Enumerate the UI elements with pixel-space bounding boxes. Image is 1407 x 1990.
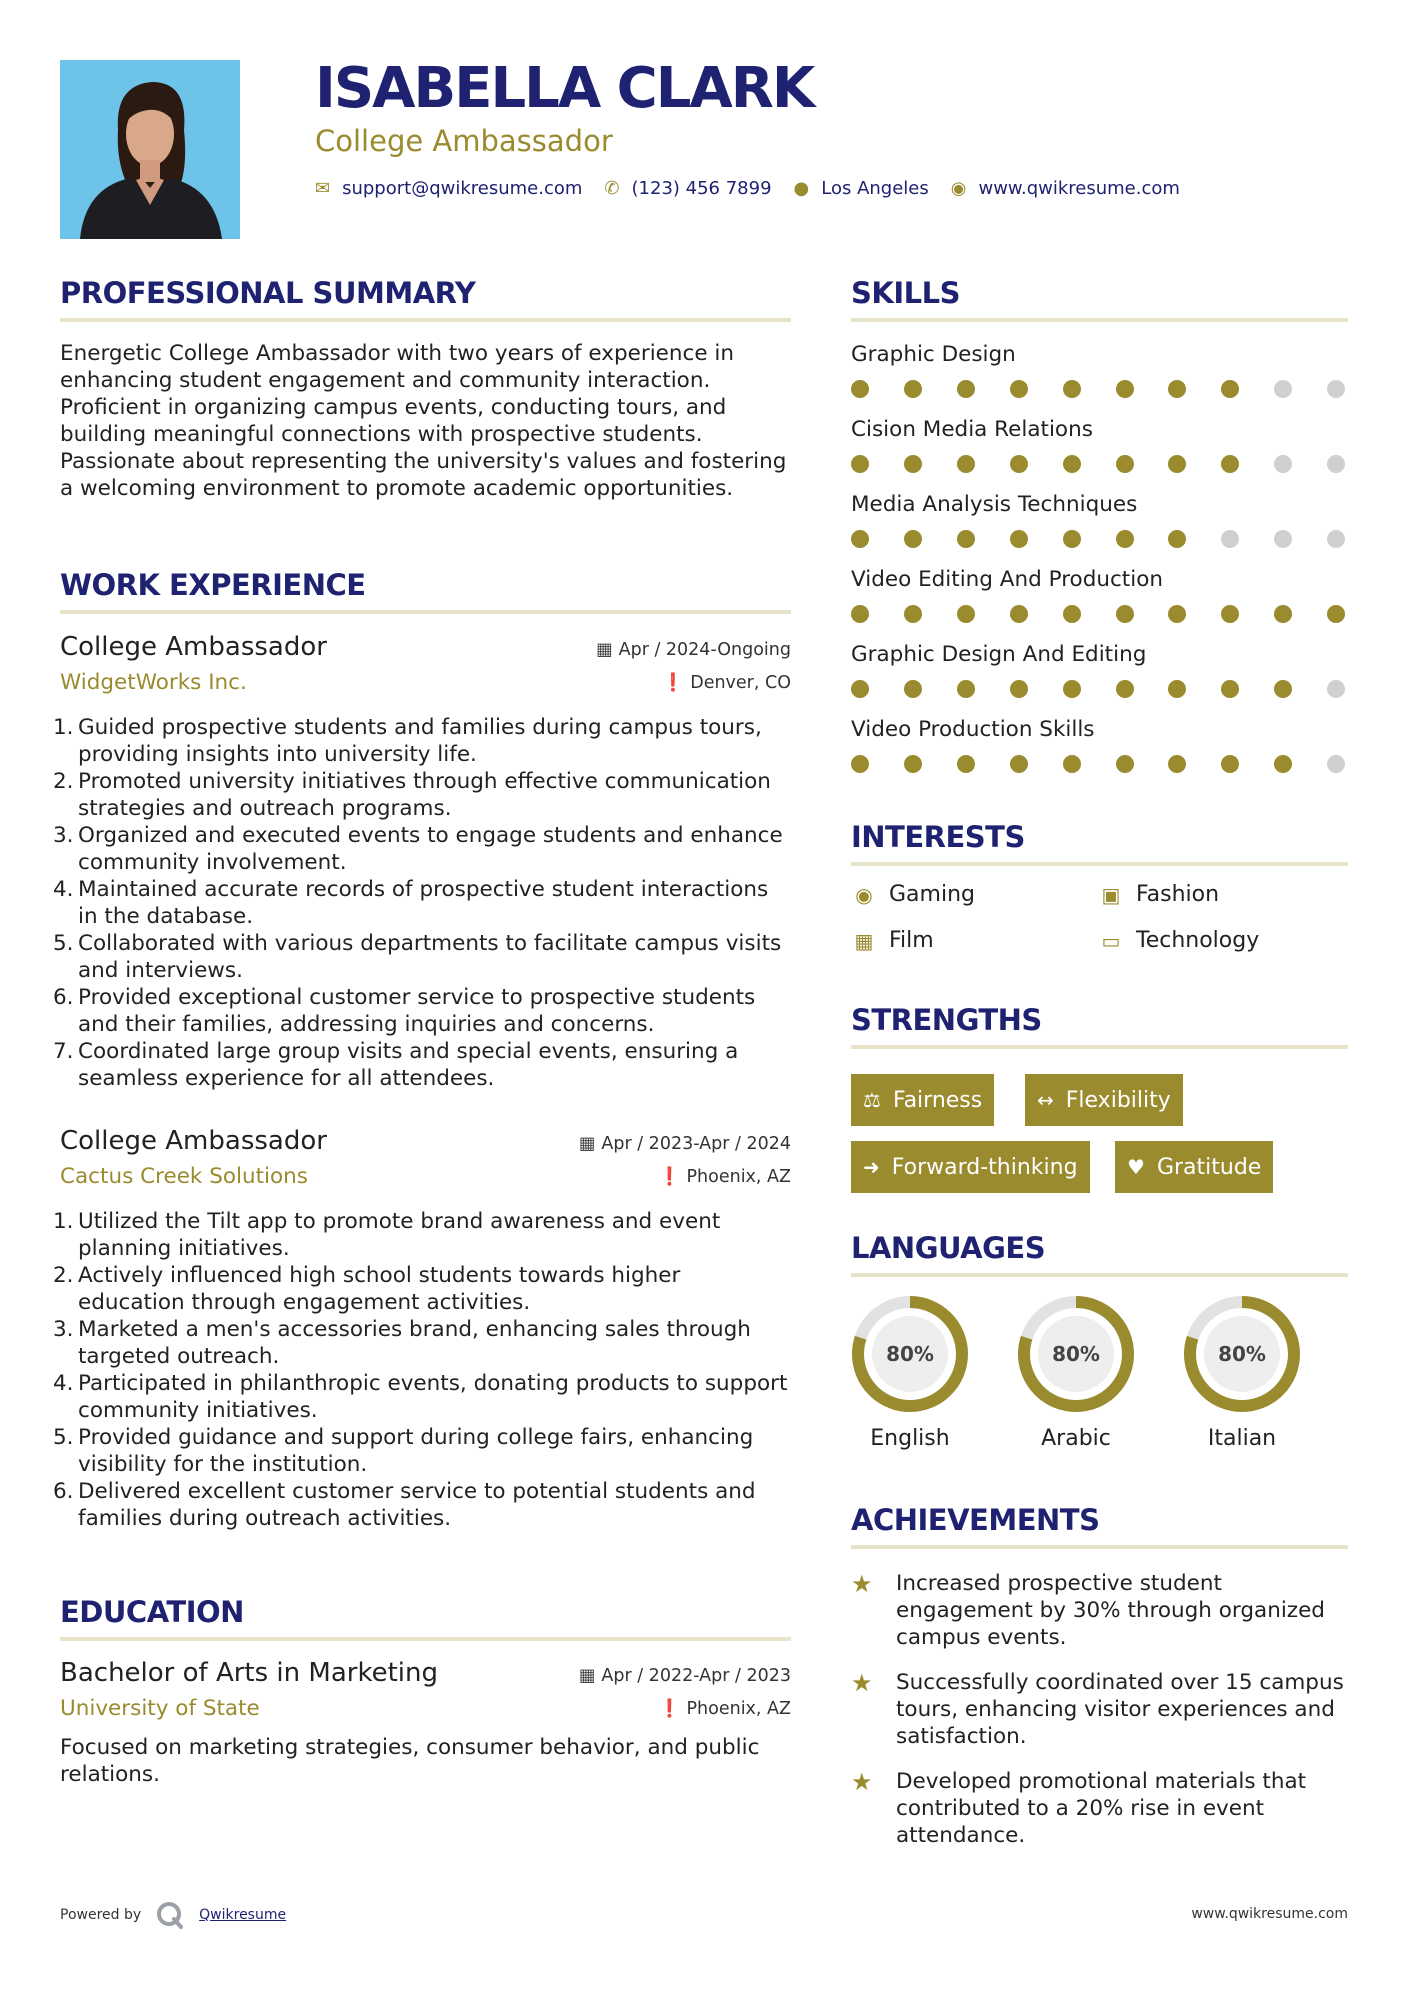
job-date-text: Apr / 2023-Apr / 2024 [601,1134,791,1154]
skill-item [851,417,1348,475]
skill-dot-filled [1116,530,1134,548]
job-location [662,673,791,693]
language-gauge [848,1292,972,1416]
skill-dot-filled [851,530,869,548]
skills-divider [851,318,1348,322]
arrow-right-icon: ➜ [863,1155,880,1179]
job-bullets [53,714,791,1092]
balance-scale-icon: ⚖ [863,1088,881,1112]
strength-chip [1115,1141,1273,1193]
skill-dot-filled [1274,605,1292,623]
brand-link[interactable]: Qwikresume [199,1907,287,1923]
list-item: 2. Actively influenced high school students towards higher education through engagement activities. [53,1263,681,1315]
globe-icon: ◉ [950,178,967,199]
interest-film [851,928,934,953]
strength-chip [851,1074,994,1126]
contact-location: Los Angeles [821,178,929,199]
candidate-role: College Ambassador [315,124,613,158]
footer-website[interactable]: www.qwikresume.com [1191,1906,1348,1922]
skill-name: Cision Media Relations [851,417,1093,442]
education-date-text: Apr / 2022-Apr / 2023 [601,1666,791,1686]
skill-dot-filled [1010,530,1028,548]
skill-item [851,717,1348,775]
shopping-bag-icon: ▣ [1101,882,1121,907]
list-item: 4. Maintained accurate records of prospective student interactions in the database. [53,877,769,929]
summary-heading: PROFESSIONAL SUMMARY [60,276,476,310]
contact-bar [315,178,1202,199]
powered-by-text: Powered by [60,1907,142,1923]
qwikresume-logo-icon [155,1900,185,1930]
strength-chip [851,1141,1090,1193]
skill-dot-filled [904,380,922,398]
list-item: 6. Provided exceptional customer service to prospective students and their families, addressing inquiries and concerns. [53,985,756,1037]
calendar-icon: ▦ [578,1134,596,1154]
skill-name: Graphic Design And Editing [851,642,1147,667]
skill-dot-filled [1063,680,1081,698]
skill-dot-filled [1168,455,1186,473]
skill-dot-filled [1063,605,1081,623]
skill-dot-filled [1168,605,1186,623]
strength-label: Forward-thinking [891,1154,1078,1180]
skill-dot-filled [1063,380,1081,398]
skill-dot-filled [1221,680,1239,698]
languages-heading: LANGUAGES [851,1231,1046,1265]
skill-rating [851,455,1348,475]
skill-name: Media Analysis Techniques [851,492,1138,517]
languages-divider [851,1273,1348,1277]
language-item [848,1292,972,1451]
list-item: 2. Promoted university initiatives through effective communication strategies and outreach programs. [53,769,771,821]
strength-label: Flexibility [1065,1087,1171,1113]
summary-divider [60,318,791,322]
list-item: 5. Collaborated with various departments to facilitate campus visits and interviews. [53,931,782,983]
achievement-item [851,1768,1348,1849]
gauge-percent-label: 80% [1218,1342,1266,1366]
skill-dot-filled [957,530,975,548]
list-item: 5. Provided guidance and support during college fairs, enhancing visibility for the institution. [53,1425,754,1477]
map-pin-icon: ● [793,178,810,199]
profile-photo [60,60,240,239]
language-name: Italian [1207,1426,1277,1451]
language-gauge [1014,1292,1138,1416]
envelope-icon: ✉ [315,178,331,199]
skill-dot-filled [1116,455,1134,473]
skill-dot-filled [1010,605,1028,623]
interest-label: Film [889,928,934,953]
list-item: 4. Participated in philanthropic events, donating products to support community initiatives. [53,1371,788,1423]
skill-dot-filled [1063,755,1081,773]
job-title: College Ambassador [60,1126,327,1156]
job-date-text: Apr / 2024-Ongoing [618,640,791,660]
language-name: Arabic [1041,1426,1111,1451]
skill-dot-filled [1168,680,1186,698]
education-entry [60,1658,791,1788]
strength-label: Gratitude [1156,1154,1262,1180]
education-description: Focused on marketing strategies, consumer behavior, and public relations. [60,1735,760,1787]
calendar-icon: ▦ [596,640,613,660]
skill-item [851,342,1348,400]
contact-website[interactable]: www.qwikresume.com [978,178,1180,199]
education-date [579,1666,791,1686]
skill-dot-filled [851,380,869,398]
experience-divider [60,610,791,614]
achievement-text: Successfully coordinated over 15 campus tours, enhancing visitor experiences and satisfaction. [896,1670,1344,1749]
job-company: Cactus Creek Solutions [60,1164,309,1189]
language-item [1180,1292,1304,1451]
skill-dot-filled [1168,530,1186,548]
skill-dot-filled [851,755,869,773]
arrows-horizontal-icon: ↔ [1037,1088,1054,1112]
language-gauge [1180,1292,1304,1416]
education-heading: EDUCATION [60,1595,244,1629]
gauge-percent-label: 80% [1052,1342,1100,1366]
calendar-icon: ▦ [578,1666,596,1686]
skill-dot-filled [1116,380,1134,398]
skill-dot-filled [957,680,975,698]
skill-dot-filled [1168,755,1186,773]
interest-gaming [851,882,975,907]
job-title: College Ambassador [60,632,327,662]
skill-dot-empty [1274,530,1292,548]
skill-dot-empty [1221,530,1239,548]
language-name: English [870,1426,950,1451]
skill-name: Graphic Design [851,342,1016,367]
skill-rating [851,530,1348,550]
summary-text: Energetic College Ambassador with two years of experience in enhancing student engagement and community interaction. Proficient in organizing campus events, conducting tours, and building meaningful connections with prospective students. Passionate about representing the university's values and fostering a welcoming environment to promote academic opportunities. [60,341,787,501]
experience-heading: WORK EXPERIENCE [60,568,366,602]
film-icon: ▦ [854,928,874,953]
skill-dot-filled [904,530,922,548]
job-date [596,640,791,660]
strength-chip [1025,1074,1183,1126]
skill-dot-filled [904,455,922,473]
pin-icon: ❗ [658,1699,681,1719]
skill-dot-filled [851,605,869,623]
list-item: 3. Organized and executed events to engage students and enhance community involvement. [53,823,783,875]
job-location-text: Denver, CO [690,673,791,693]
interests-heading: INTERESTS [851,820,1025,854]
achievement-text: Increased prospective student engagement by 30% through organized campus events. [896,1571,1325,1650]
skill-dot-filled [1221,380,1239,398]
skill-dot-filled [1221,455,1239,473]
interests-divider [851,862,1348,866]
skill-item [851,567,1348,625]
list-item: 6. Delivered excellent customer service to potential students and families during outreach activities. [53,1479,756,1531]
star-icon: ★ [851,1570,873,1598]
gauge-percent-label: 80% [886,1342,934,1366]
skill-dot-filled [1010,680,1028,698]
skill-dot-filled [1116,680,1134,698]
skills-heading: SKILLS [851,276,960,310]
education-divider [60,1637,791,1641]
skill-dot-filled [1274,755,1292,773]
list-item: 1. Utilized the Tilt app to promote brand awareness and event planning initiatives. [53,1209,721,1261]
achievement-item [851,1669,1348,1750]
skill-dot-filled [957,605,975,623]
interest-fashion [1098,882,1219,907]
skill-dot-filled [1221,605,1239,623]
skill-dot-filled [1274,680,1292,698]
job-entry [53,632,791,1092]
skill-dot-filled [957,380,975,398]
skill-dot-filled [1010,755,1028,773]
skill-rating [851,680,1348,700]
skill-item [851,492,1348,550]
laptop-icon: ▭ [1101,928,1121,953]
list-item: 1. Guided prospective students and families during campus tours, providing insights into university life. [53,715,762,767]
skill-dot-empty [1327,680,1345,698]
skill-dot-empty [1327,530,1345,548]
skill-dot-empty [1327,755,1345,773]
education-location [659,1699,791,1719]
job-bullets [53,1208,791,1532]
skill-dot-filled [1010,455,1028,473]
job-date [579,1134,791,1154]
skill-dot-filled [904,605,922,623]
skill-dot-filled [957,455,975,473]
interest-label: Gaming [889,882,975,907]
skill-dot-empty [1274,380,1292,398]
strengths-divider [851,1045,1348,1049]
skill-item [851,642,1348,700]
job-location-text: Phoenix, AZ [686,1167,791,1187]
gamepad-icon: ◉ [855,882,873,907]
skill-dot-filled [1063,530,1081,548]
skill-dot-filled [1168,380,1186,398]
phone-icon: ✆ [604,178,620,199]
skill-dot-filled [1116,755,1134,773]
list-item: 7. Coordinated large group visits and special events, ensuring a seamless experience for all attendees. [53,1039,739,1091]
skill-dot-empty [1274,455,1292,473]
education-location-text: Phoenix, AZ [686,1699,791,1719]
skill-dot-filled [904,755,922,773]
footer-powered-by [60,1900,286,1930]
skill-rating [851,380,1348,400]
candidate-name: ISABELLA CLARK [315,56,814,121]
heart-icon: ♥ [1127,1155,1145,1179]
contact-phone[interactable]: (123) 456 7899 [631,178,772,199]
pin-icon: ❗ [658,1167,681,1187]
star-icon: ★ [851,1669,873,1697]
strength-label: Fairness [892,1087,983,1113]
skill-dot-filled [1116,605,1134,623]
skill-dot-filled [851,455,869,473]
skill-dot-filled [1327,605,1345,623]
interest-technology [1098,928,1259,953]
achievement-item [851,1570,1348,1651]
interest-label: Fashion [1136,882,1220,907]
language-item [1014,1292,1138,1451]
list-item: 3. Marketed a men's accessories brand, enhancing sales through targeted outreach. [53,1317,751,1369]
skill-dot-empty [1327,455,1345,473]
pin-icon: ❗ [662,673,685,693]
contact-email[interactable]: support@qwikresume.com [342,178,583,199]
skill-dot-filled [851,680,869,698]
job-entry [53,1126,791,1532]
job-location [659,1167,791,1187]
interest-label: Technology [1136,928,1260,953]
achievement-text: Developed promotional materials that contributed to a 20% rise in event attendance. [896,1769,1307,1848]
skill-dot-filled [904,680,922,698]
skill-dot-filled [1010,380,1028,398]
skill-dot-filled [1221,755,1239,773]
skill-dot-empty [1327,380,1345,398]
degree-title: Bachelor of Arts in Marketing [60,1658,438,1688]
skill-name: Video Production Skills [851,717,1095,742]
job-company: WidgetWorks Inc. [60,670,247,695]
strengths-heading: STRENGTHS [851,1003,1042,1037]
skill-rating [851,755,1348,775]
skill-dot-filled [1063,455,1081,473]
achievements-heading: ACHIEVEMENTS [851,1503,1100,1537]
skill-rating [851,605,1348,625]
school-name: University of State [60,1696,260,1721]
star-icon: ★ [851,1768,873,1796]
achievements-divider [851,1545,1348,1549]
skill-name: Video Editing And Production [851,567,1163,592]
skill-dot-filled [957,755,975,773]
